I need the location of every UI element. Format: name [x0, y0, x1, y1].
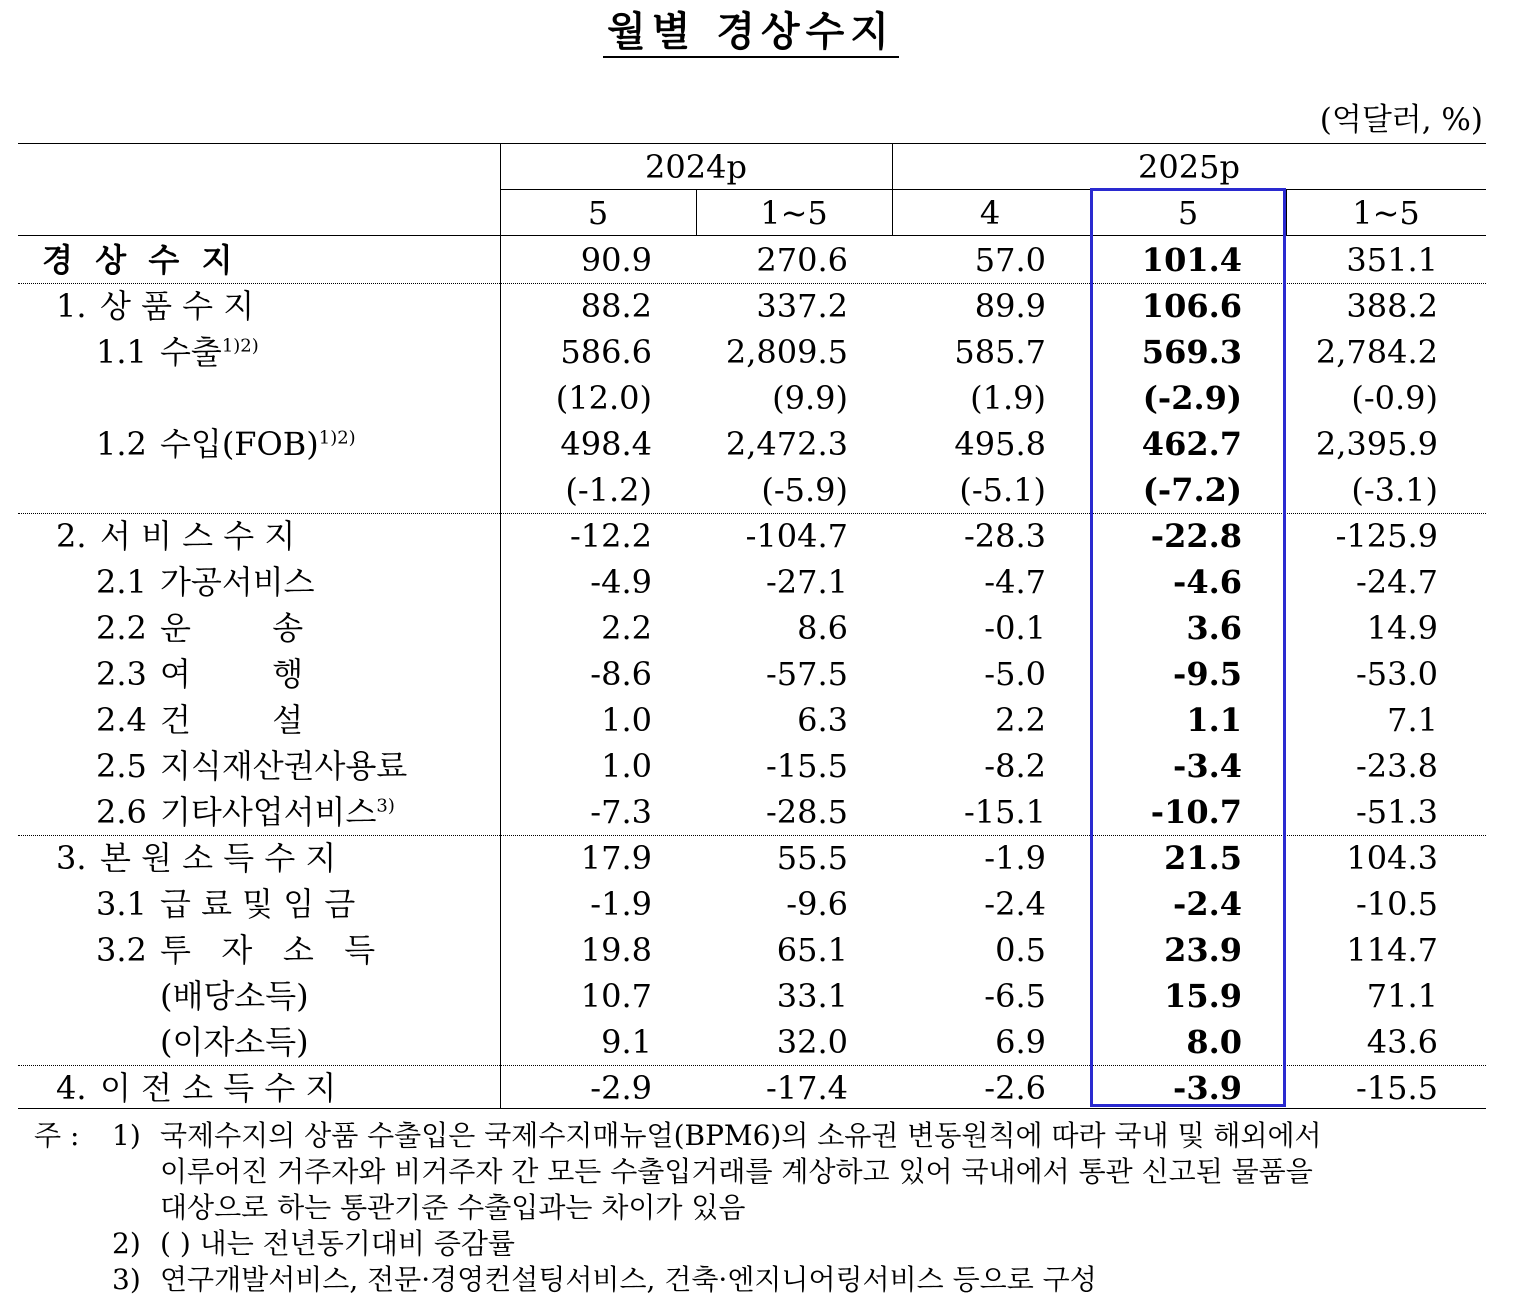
row-label-text: 기타사업서비스	[160, 793, 377, 831]
table-cell: 2,472.3	[725, 425, 848, 463]
table-cell: 89.9	[974, 287, 1046, 325]
table-cell: (-0.9)	[1351, 379, 1438, 417]
table-cell: 19.8	[580, 931, 652, 969]
table-cell: 104.3	[1346, 839, 1438, 877]
table-cell: 57.0	[974, 241, 1046, 279]
table-cell: 2.2	[995, 701, 1046, 739]
table-cell: -1.9	[984, 839, 1046, 877]
row-label-text: 급 료 및 임 금	[160, 885, 356, 923]
table-cell: -6.5	[984, 977, 1046, 1015]
table-cell: 9.1	[601, 1023, 652, 1061]
table-cell: 495.8	[954, 425, 1046, 463]
page-title: 월별 경상수지	[607, 8, 895, 55]
table-cell: 7.1	[1387, 701, 1438, 739]
row-label	[96, 329, 259, 375]
row-label	[96, 743, 407, 789]
table-cell: 55.5	[776, 839, 848, 877]
note-1-line-3: 대상으로 하는 통관기준 수출입과는 차이가 있음	[160, 1191, 746, 1224]
row-label-text: 본 원 소 득 수 지	[100, 839, 337, 877]
table-cell: -1.9	[590, 885, 652, 923]
note-3-text: 연구개발서비스, 전문·경영컨설팅서비스, 건축·엔지니어링서비스 등으로 구성	[160, 1263, 1097, 1296]
row-number: 1.2	[96, 425, 147, 463]
table-cell: -2.4	[1173, 885, 1242, 923]
table-cell: -104.7	[745, 517, 848, 555]
table-cell: (-1.2)	[565, 471, 652, 509]
note-1-line-1: 국제수지의 상품 수출입은 국제수지매뉴얼(BPM6)의 소유권 변동원칙에 따라 국내 및 해외에서	[160, 1119, 1322, 1152]
row-label	[96, 1019, 309, 1065]
row-number: 2.1	[96, 563, 147, 601]
unit-label: (억달러, %)	[1319, 102, 1483, 138]
table-cell: 2.2	[601, 609, 652, 647]
row-number: 2.2	[96, 609, 147, 647]
table-cell: (-2.9)	[1142, 379, 1242, 417]
table-cell: 33.1	[776, 977, 848, 1015]
table-cell: 101.4	[1141, 241, 1242, 279]
row-label-text: 투 자 소 득	[160, 931, 376, 969]
table-cell: -5.0	[984, 655, 1046, 693]
row-number: 3.2	[96, 931, 147, 969]
note-2-label: 2)	[112, 1227, 141, 1260]
table-top-rule	[18, 143, 1486, 144]
table-cell: -10.7	[1150, 793, 1242, 831]
table-cell: 569.3	[1141, 333, 1242, 371]
row-number: 2.6	[96, 793, 147, 831]
table-cell: -4.7	[984, 563, 1046, 601]
header-year-2024: 2024p	[645, 148, 747, 186]
row-label	[56, 283, 254, 329]
table-cell: 337.2	[756, 287, 848, 325]
table-cell: 10.7	[580, 977, 652, 1015]
row-label-text: 여 행	[160, 655, 304, 693]
table-cell: 351.1	[1346, 241, 1438, 279]
table-cell: 21.5	[1164, 839, 1242, 877]
row-label	[96, 973, 309, 1019]
row-label	[96, 651, 303, 697]
current-month-highlight-box	[1090, 188, 1286, 1107]
row-number: 3.1	[96, 885, 147, 923]
table-cell: (-5.9)	[761, 471, 848, 509]
table-cell: (1.9)	[970, 379, 1046, 417]
table-cell: -9.5	[1173, 655, 1242, 693]
table-cell: 15.9	[1164, 977, 1242, 1015]
row-label	[96, 881, 355, 927]
row-label	[56, 835, 336, 881]
row-label	[96, 789, 395, 835]
table-cell: -0.1	[984, 609, 1046, 647]
row-label	[96, 605, 303, 651]
table-cell: 65.1	[776, 931, 848, 969]
table-cell: -27.1	[765, 563, 848, 601]
table-cell: 17.9	[580, 839, 652, 877]
row-number: 3.	[56, 839, 87, 877]
table-cell: 586.6	[560, 333, 652, 371]
table-cell: -12.2	[569, 517, 652, 555]
table-cell: -15.5	[1355, 1069, 1438, 1107]
table-cell: (-3.1)	[1351, 471, 1438, 509]
table-cell: -57.5	[765, 655, 848, 693]
row-footnote-marker: 1)2)	[318, 427, 356, 449]
row-label	[96, 697, 303, 743]
table-cell: 2,809.5	[725, 333, 848, 371]
note-3-label: 3)	[112, 1263, 141, 1296]
row-label-text: 지식재산권사용료	[160, 747, 408, 785]
table-cell: -2.9	[590, 1069, 652, 1107]
table-cell: 90.9	[580, 241, 652, 279]
title-underline	[603, 56, 899, 58]
table-cell: -3.4	[1173, 747, 1242, 785]
table-cell: 32.0	[776, 1023, 848, 1061]
row-number: 2.4	[96, 701, 147, 739]
row-label-text: 운 송	[160, 609, 304, 647]
table-cell: -2.4	[984, 885, 1046, 923]
table-cell: (-5.1)	[959, 471, 1046, 509]
table-cell: 1.0	[601, 747, 652, 785]
table-cell: -9.6	[786, 885, 848, 923]
table-cell: 1.1	[1186, 701, 1242, 739]
row-label	[96, 559, 315, 605]
table-cell: -51.3	[1355, 793, 1438, 831]
table-cell: -10.5	[1355, 885, 1438, 923]
table-cell: -3.9	[1173, 1069, 1242, 1107]
col-header-2024-1-5: 1~5	[760, 194, 828, 232]
row-number: 2.5	[96, 747, 147, 785]
table-cell: 106.6	[1141, 287, 1242, 325]
table-cell: -28.3	[963, 517, 1046, 555]
header-year-2025: 2025p	[1138, 148, 1240, 186]
note-1-label: 1)	[112, 1119, 141, 1152]
note-2-text: ( ) 내는 전년동기대비 증감률	[160, 1227, 515, 1260]
table-cell: 14.9	[1366, 609, 1438, 647]
row-label	[96, 927, 375, 973]
row-label-text: 경 상 수 지	[42, 241, 233, 279]
table-cell: 6.9	[995, 1023, 1046, 1061]
table-cell: -22.8	[1150, 517, 1242, 555]
table-cell: -4.6	[1173, 563, 1242, 601]
table-cell: (9.9)	[772, 379, 848, 417]
table-cell: 2,395.9	[1315, 425, 1438, 463]
table-cell: -23.8	[1355, 747, 1438, 785]
col-header-2025-5: 5	[1177, 194, 1199, 232]
row-number: 4.	[56, 1069, 87, 1107]
row-number: 1.1	[96, 333, 147, 371]
col-header-2025-1-5: 1~5	[1352, 194, 1420, 232]
table-cell: 2,784.2	[1315, 333, 1438, 371]
row-label	[56, 513, 295, 559]
table-cell: 0.5	[995, 931, 1046, 969]
table-cell: -15.1	[963, 793, 1046, 831]
table-cell: -8.2	[984, 747, 1046, 785]
table-cell: -28.5	[765, 793, 848, 831]
table-cell: -24.7	[1355, 563, 1438, 601]
notes-prefix: 주 :	[34, 1119, 80, 1152]
table-cell: 585.7	[954, 333, 1046, 371]
table-cell: -4.9	[590, 563, 652, 601]
table-cell: 88.2	[580, 287, 652, 325]
row-label-text: 수출	[160, 333, 222, 371]
row-label-text: 가공서비스	[160, 563, 315, 601]
row-label-text: 서 비 스 수 지	[100, 517, 296, 555]
table-cell: 8.6	[797, 609, 848, 647]
table-cell: 43.6	[1366, 1023, 1438, 1061]
table-cell: 6.3	[797, 701, 848, 739]
row-label	[96, 421, 356, 467]
year-header-rule	[500, 189, 1486, 190]
row-label-text: 상 품 수 지	[100, 287, 255, 325]
table-cell: -8.6	[590, 655, 652, 693]
row-number: 2.3	[96, 655, 147, 693]
table-cell: -2.6	[984, 1069, 1046, 1107]
row-label-text: (배당소득)	[160, 977, 309, 1015]
note-1-line-2: 이루어진 거주자와 비거주자 간 모든 수출입거래를 계상하고 있어 국내에서 통관 신고된 물품을	[160, 1155, 1313, 1188]
row-label-text: 건 설	[160, 701, 304, 739]
table-cell: 114.7	[1346, 931, 1438, 969]
row-label-text: 이 전 소 득 수 지	[100, 1069, 337, 1107]
row-label-text: 수입(FOB)	[160, 425, 319, 463]
row-number: 1.	[56, 287, 87, 325]
table-cell: 1.0	[601, 701, 652, 739]
table-cell: (-7.2)	[1142, 471, 1242, 509]
table-cell: 462.7	[1141, 425, 1242, 463]
col-header-2024-5: 5	[587, 194, 609, 232]
table-cell: 8.0	[1186, 1023, 1242, 1061]
row-label-text: (이자소득)	[160, 1023, 309, 1061]
table-cell: -7.3	[590, 793, 652, 831]
row-label	[42, 237, 233, 283]
table-cell: -125.9	[1335, 517, 1438, 555]
table-cell: -53.0	[1355, 655, 1438, 693]
row-number: 2.	[56, 517, 87, 555]
row-footnote-marker: 1)2)	[221, 335, 259, 357]
row-label	[56, 1065, 336, 1111]
table-cell: (12.0)	[555, 379, 652, 417]
col-header-2025-4: 4	[979, 194, 1001, 232]
table-cell: 388.2	[1346, 287, 1438, 325]
table-cell: -17.4	[765, 1069, 848, 1107]
table-cell: -15.5	[765, 747, 848, 785]
table-cell: 3.6	[1186, 609, 1242, 647]
table-cell: 23.9	[1164, 931, 1242, 969]
table-cell: 71.1	[1366, 977, 1438, 1015]
table-cell: 498.4	[560, 425, 652, 463]
table-cell: 270.6	[756, 241, 848, 279]
row-footnote-marker: 3)	[376, 795, 395, 817]
